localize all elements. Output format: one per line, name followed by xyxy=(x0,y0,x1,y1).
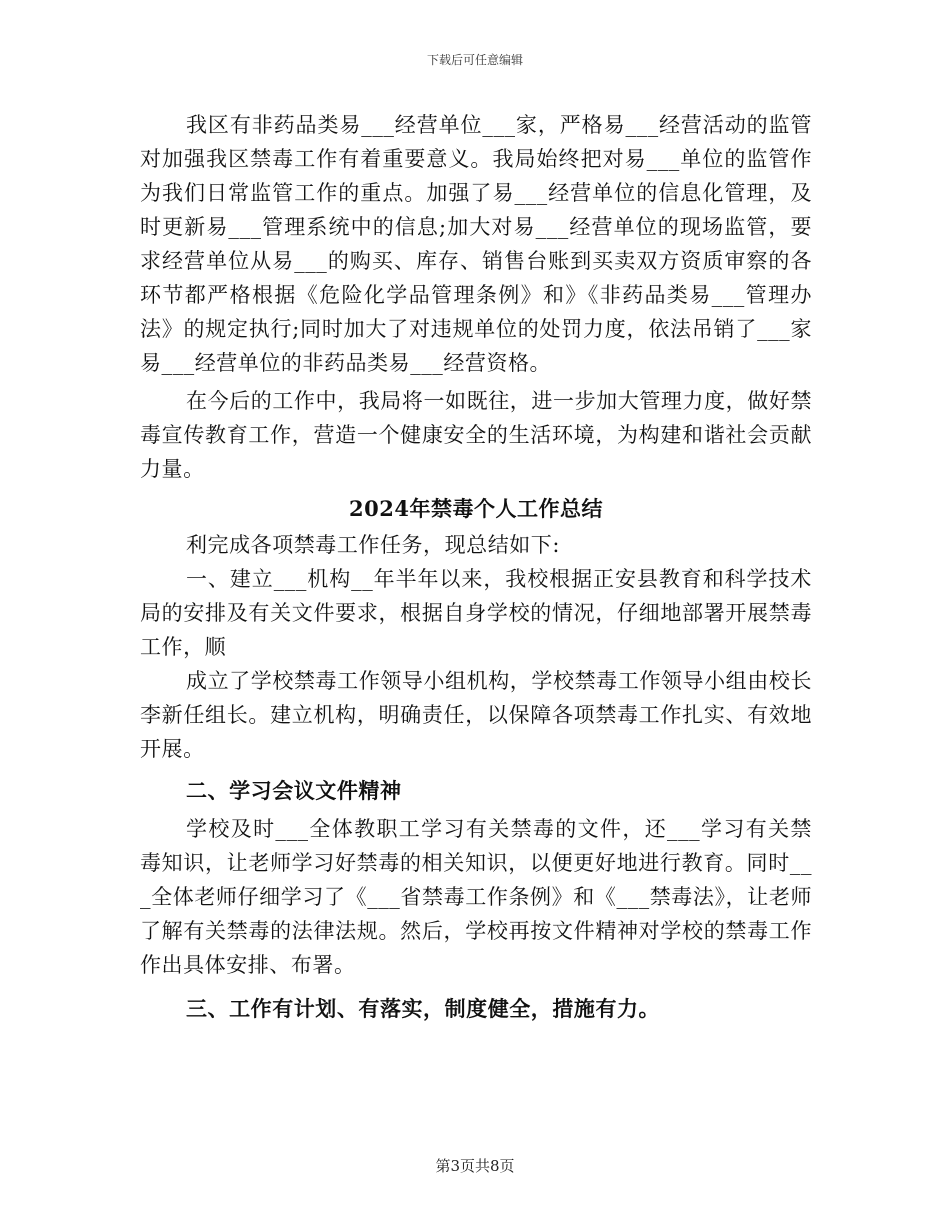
page-number: 第3页共8页 xyxy=(435,1157,515,1175)
paragraph-establish-organization: 一、建立___机构__年半年以来，我校根据正安县教育和科学技术局的安排及有关文件要求，根据自身学校的情况，仔细地部署开展禁毒工作，顺 xyxy=(140,567,812,659)
heading-work-plan: 三、工作有计划、有落实，制度健全，措施有力。 xyxy=(186,996,661,1021)
paragraph-study-documents: 学校及时___全体教职工学习有关禁毒的文件，还___学习有关禁毒知识，让老师学习好禁毒的相关知识，以便更好地进行教育。同时___全体老师仔细学习了《___省禁毒工作条例》和《___禁毒法》，让老师了解有关禁毒的法律法规。然后，学校再按文件精神对学校的禁毒工作作出具体安排、布署。 xyxy=(140,817,812,977)
document-body xyxy=(140,108,812,1030)
paragraph-summary-intro: 利完成各项禁毒工作任务，现总结如下: xyxy=(186,533,560,557)
paragraph-leadership-group: 成立了学校禁毒工作领导小组机构，学校禁毒工作领导小组由校长李新任组长。建立机构，明确责任，以保障各项禁毒工作扎实、有效地开展。 xyxy=(140,669,812,761)
paragraph-supervision: 我区有非药品类易___经营单位___家，严格易___经营活动的监管对加强我区禁毒工作有着重要意义。我局始终把对易___单位的监管作为我们日常监管工作的重点。加强了易___经营单位的信息化管理，及时更新易___管理系统中的信息;加大对易___经营单位的现场监管，要求经营单位从易___的购买、库存、销售台账到买卖双方资质审察的各环节都严格根据《危险化学品管理条例》和》《非药品类易___管理办法》的规定执行;同时加大了对违规单位的处罚力度，依法吊销了___家易___经营单位的非药品类易___经营资格。 xyxy=(140,113,812,375)
paragraph-future-work: 在今后的工作中，我局将一如既往，进一步加大管理力度，做好禁毒宣传教育工作，营造一个健康安全的生活环境，为构建和谐社会贡献力量。 xyxy=(140,389,812,481)
heading-study-documents: 二、学习会议文件精神 xyxy=(186,778,402,803)
page-header: 下载后可任意编辑 xyxy=(426,53,523,67)
section-title: 2024年禁毒个人工作总结 xyxy=(349,496,603,521)
